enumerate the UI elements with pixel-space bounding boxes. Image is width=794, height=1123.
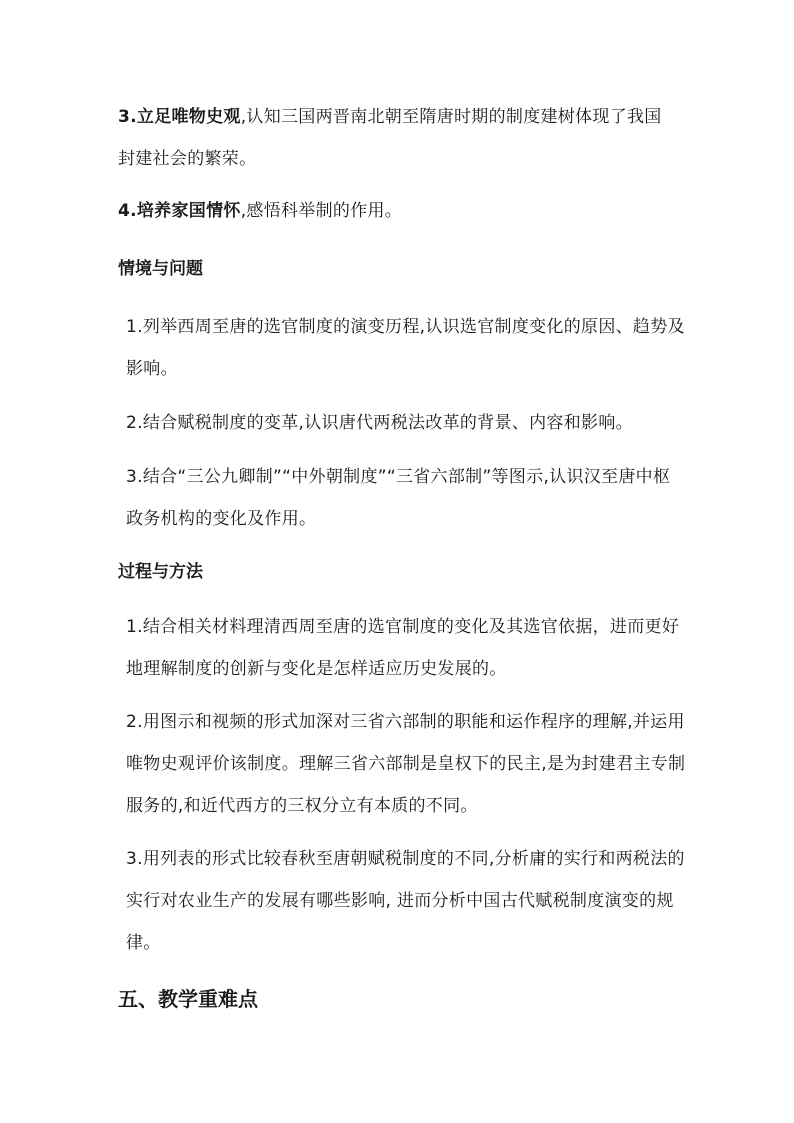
process-item-2: 2.用图示和视频的形式加深对三省六部制的职能和运作程序的理解,并运用唯物史观评价该制度。理解三省六部制是皇权下的民主,是为封建君主专制服务的,和近代西方的三权分立有本质的不同。 [126, 712, 686, 816]
process-item-3: 3.用列表的形式比较春秋至唐朝赋税制度的不同,分析庸的实行和两税法的实行对农业生产的发展有哪些影响, 进而分析中国古代赋税制度演变的规律。 [126, 849, 685, 953]
situation-item-3: 3.结合“三公九卿制”“中外朝制度”“三省六部制”等图示,认识汉至唐中枢政务机构的变化及作用。 [126, 467, 671, 529]
goal-4-paragraph [118, 190, 678, 232]
goal-4-text: ,感悟科举制的作用。 [240, 201, 403, 221]
situation-item-2: 2.结合赋税制度的变革,认识唐代两税法改革的背景、内容和影响。 [126, 413, 633, 433]
goal-3-number: 3. [118, 107, 137, 127]
goal-3-text: ,认知三国两晋南北朝至隋唐时期的制度建树体现了我国封建社会的繁荣。 [118, 107, 662, 169]
goal-3-paragraph [118, 96, 678, 180]
process-heading: 过程与方法 [118, 562, 203, 582]
goal-4-bold-phrase: 4.培养家国情怀 [118, 201, 241, 221]
situation-item-1: 1.列举西周至唐的选官制度的演变历程,认识选官制度变化的原因、趋势及影响。 [126, 317, 685, 379]
section-five-heading: 五、教学重难点 [118, 987, 258, 1011]
process-item-1: 1.结合相关材料理清西周至唐的选官制度的变化及其选官依据，进而更好地理解制度的创新与变化是怎样适应历史发展的。 [126, 617, 680, 679]
goal-3-bold-phrase: 立足唯物史观 [136, 107, 241, 127]
situation-heading: 情境与问题 [118, 259, 203, 279]
